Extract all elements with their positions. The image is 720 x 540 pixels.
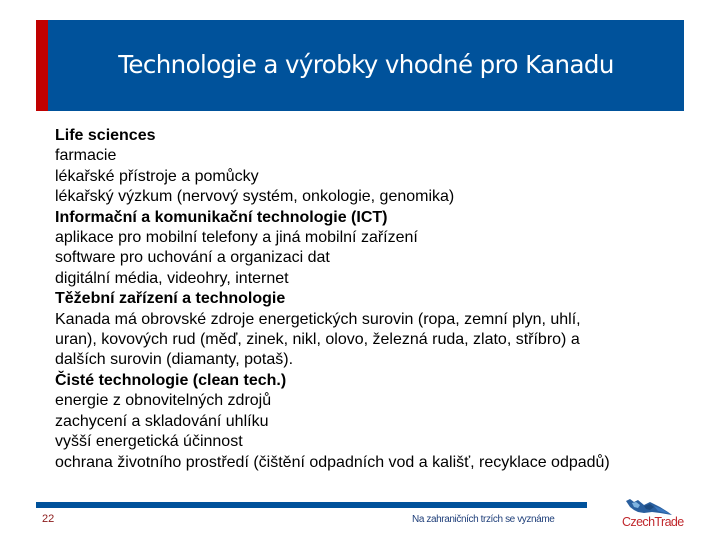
list-item: vyšší energetická účinnost: [55, 433, 243, 451]
list-item: energie z obnovitelných zdrojů: [55, 392, 272, 410]
czechtrade-logo-text: CzechTrade: [622, 515, 684, 529]
page-number: 22: [42, 513, 55, 525]
czechtrade-logo: [620, 497, 686, 531]
list-item: ochrana životního prostředí (čištění odpadních vod a kališť, recyklace odpadů): [55, 453, 610, 471]
title-accent-stripe: [36, 20, 48, 111]
section-heading-life-sciences: Life sciences: [55, 127, 156, 144]
footer-tagline: Na zahraničních trzích se vyznáme: [412, 514, 555, 525]
section-heading-ict: Informační a komunikační technologie (ICT): [55, 208, 388, 226]
list-item: dalších surovin (diamanty, potaš).: [55, 351, 294, 369]
list-item: uran), kovových rud (měď, zinek, nikl, olovo, železná ruda, zlato, stříbro) a: [55, 331, 580, 349]
list-item: lékařské přístroje a pomůcky: [55, 167, 259, 185]
section-heading-mining: Těžební zařízení a technologie: [55, 290, 286, 308]
title-banner: [36, 20, 684, 111]
list-item: farmacie: [55, 147, 117, 165]
section-heading-clean-tech: Čisté technologie (clean tech.): [55, 371, 287, 389]
list-item: aplikace pro mobilní telefony a jiná mobilní zařízení: [55, 229, 418, 247]
list-item: Kanada má obrovské zdroje energetických surovin (ropa, zemní plyn, uhlí,: [55, 310, 581, 328]
slide-title: Technologie a výrobky vhodné pro Kanadu: [118, 50, 614, 79]
czechtrade-logo-icon: [624, 497, 674, 517]
list-item: lékařský výzkum (nervový systém, onkologie, genomika): [55, 188, 455, 206]
content-list: [55, 126, 695, 473]
list-item: zachycení a skladování uhlíku: [55, 412, 269, 430]
list-item: software pro uchování a organizaci dat: [55, 249, 330, 267]
list-item: digitální média, videohry, internet: [55, 269, 289, 287]
footer-bar: [36, 502, 587, 508]
